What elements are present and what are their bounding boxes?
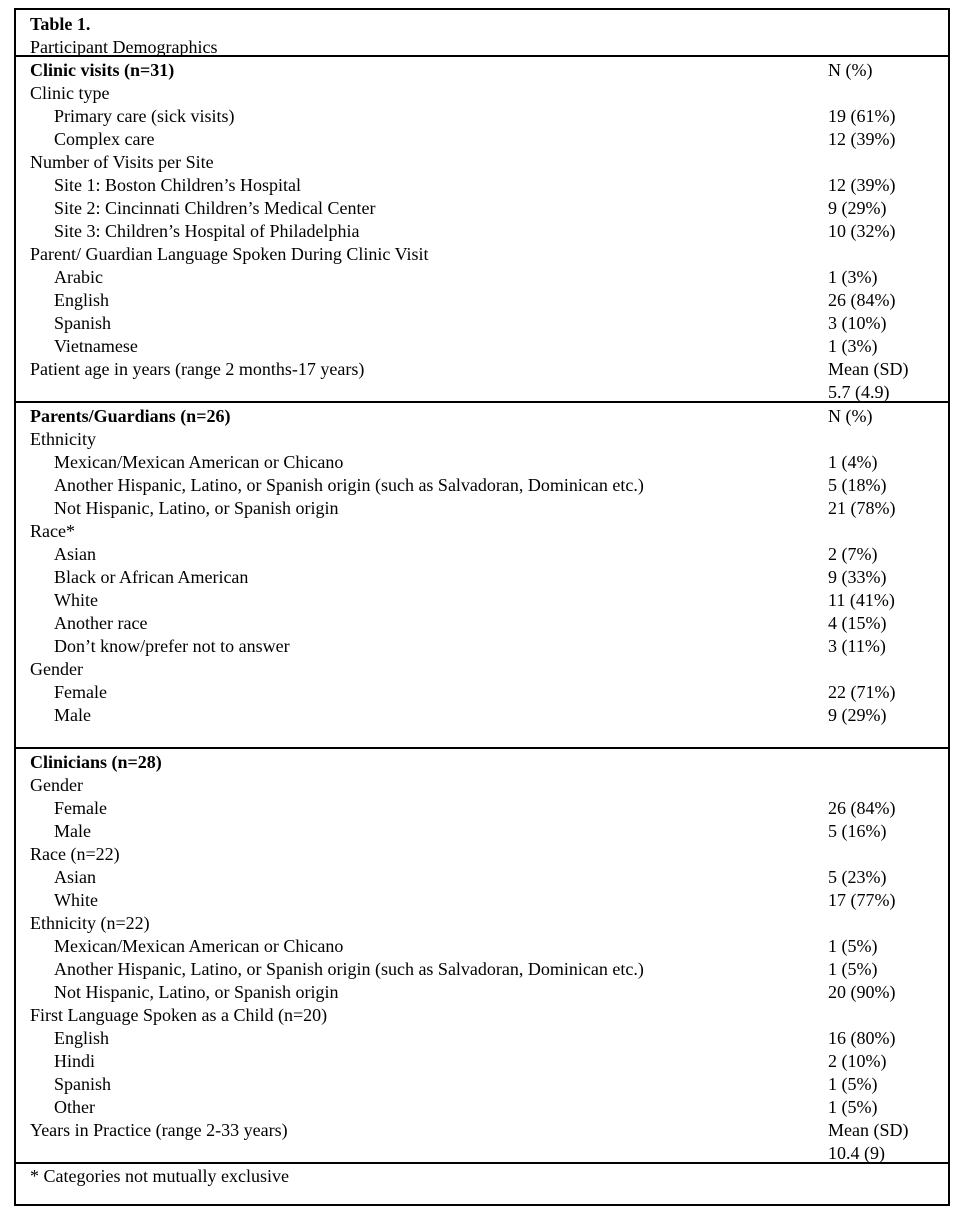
row-label: Years in Practice (range 2-33 years) [30, 1120, 288, 1140]
divider [16, 55, 948, 57]
row-label: Number of Visits per Site [30, 152, 214, 172]
row-value: 22 (71%) [828, 682, 896, 702]
row-label: Vietnamese [54, 336, 138, 356]
row-value: 5.7 (4.9) [828, 382, 890, 402]
row-label: Don’t know/prefer not to answer [54, 636, 290, 656]
row-label: Male [54, 821, 91, 841]
row-label: Mexican/Mexican American or Chicano [54, 936, 344, 956]
row-label: English [54, 1028, 110, 1048]
row-label: Primary care (sick visits) [54, 106, 235, 126]
row-value: 5 (18%) [828, 475, 887, 495]
row-label: Another race [54, 613, 148, 633]
row-label: Not Hispanic, Latino, or Spanish origin [54, 982, 339, 1002]
divider [16, 1162, 948, 1164]
row-value: 9 (29%) [828, 705, 887, 725]
row-label: Male [54, 705, 91, 725]
row-value: 1 (5%) [828, 959, 878, 979]
row-label: Hindi [54, 1051, 96, 1071]
row-value: 20 (90%) [828, 982, 896, 1002]
row-label: Ethnicity [30, 429, 96, 449]
row-label: Race (n=22) [30, 844, 120, 864]
row-label: Black or African American [54, 567, 249, 587]
row-value: 21 (78%) [828, 498, 896, 518]
row-value: 9 (29%) [828, 198, 887, 218]
row-value: 16 (80%) [828, 1028, 896, 1048]
row-value: 1 (5%) [828, 1074, 878, 1094]
divider [16, 401, 948, 403]
row-label: Patient age in years (range 2 months-17 years) [30, 359, 365, 379]
row-label: Clinic type [30, 83, 110, 103]
row-label: Race* [30, 521, 75, 541]
row-value: 4 (15%) [828, 613, 887, 633]
row-label: Asian [54, 544, 96, 564]
row-label: Gender [30, 775, 83, 795]
row-value: 11 (41%) [828, 590, 895, 610]
row-label: Asian [54, 867, 96, 887]
row-label: Another Hispanic, Latino, or Spanish origin (such as Salvadoran, Dominican etc.) [54, 475, 644, 495]
section-header-value: N (%) [828, 406, 873, 426]
row-value: 9 (33%) [828, 567, 887, 587]
row-label: Mexican/Mexican American or Chicano [54, 452, 344, 472]
row-label: Site 2: Cincinnati Children’s Medical Center [54, 198, 376, 218]
section-header: Clinicians (n=28) [30, 752, 162, 772]
row-value: 1 (3%) [828, 336, 878, 356]
row-value: 12 (39%) [828, 175, 896, 195]
row-value: 10.4 (9) [828, 1143, 885, 1163]
section-header: Parents/Guardians (n=26) [30, 406, 231, 426]
row-value: 1 (4%) [828, 452, 878, 472]
row-value: 10 (32%) [828, 221, 896, 241]
row-label: White [54, 590, 98, 610]
row-value: Mean (SD) [828, 359, 909, 379]
row-value: 26 (84%) [828, 798, 896, 818]
row-label: Other [54, 1097, 95, 1117]
row-value: 3 (11%) [828, 636, 886, 656]
row-label: Arabic [54, 267, 103, 287]
row-value: 3 (10%) [828, 313, 887, 333]
row-label: Female [54, 682, 107, 702]
row-label: Female [54, 798, 107, 818]
row-value: 19 (61%) [828, 106, 896, 126]
section-header: Clinic visits (n=31) [30, 60, 175, 80]
row-label: First Language Spoken as a Child (n=20) [30, 1005, 328, 1025]
table-label: Table 1. [30, 14, 91, 34]
footnote: * Categories not mutually exclusive [30, 1166, 289, 1186]
row-label: Spanish [54, 313, 112, 333]
row-value: 5 (23%) [828, 867, 887, 887]
row-label: English [54, 290, 110, 310]
row-value: 2 (7%) [828, 544, 878, 564]
row-label: Complex care [54, 129, 155, 149]
row-label: Parent/ Guardian Language Spoken During Clinic Visit [30, 244, 429, 264]
demographics-table [14, 8, 950, 1206]
row-value: 5 (16%) [828, 821, 887, 841]
row-value: 1 (3%) [828, 267, 878, 287]
section-header-value: N (%) [828, 60, 873, 80]
divider [16, 747, 948, 749]
row-value: 12 (39%) [828, 129, 896, 149]
row-label: Site 3: Children’s Hospital of Philadelphia [54, 221, 360, 241]
row-label: Gender [30, 659, 83, 679]
row-value: 1 (5%) [828, 936, 878, 956]
row-label: Ethnicity (n=22) [30, 913, 150, 933]
row-value: 2 (10%) [828, 1051, 887, 1071]
table-title: Participant Demographics [30, 37, 218, 57]
row-label: White [54, 890, 98, 910]
row-value: 1 (5%) [828, 1097, 878, 1117]
row-value: 17 (77%) [828, 890, 896, 910]
row-value: Mean (SD) [828, 1120, 909, 1140]
row-value: 26 (84%) [828, 290, 896, 310]
row-label: Another Hispanic, Latino, or Spanish origin (such as Salvadoran, Dominican etc.) [54, 959, 644, 979]
row-label: Not Hispanic, Latino, or Spanish origin [54, 498, 339, 518]
row-label: Spanish [54, 1074, 112, 1094]
row-label: Site 1: Boston Children’s Hospital [54, 175, 302, 195]
